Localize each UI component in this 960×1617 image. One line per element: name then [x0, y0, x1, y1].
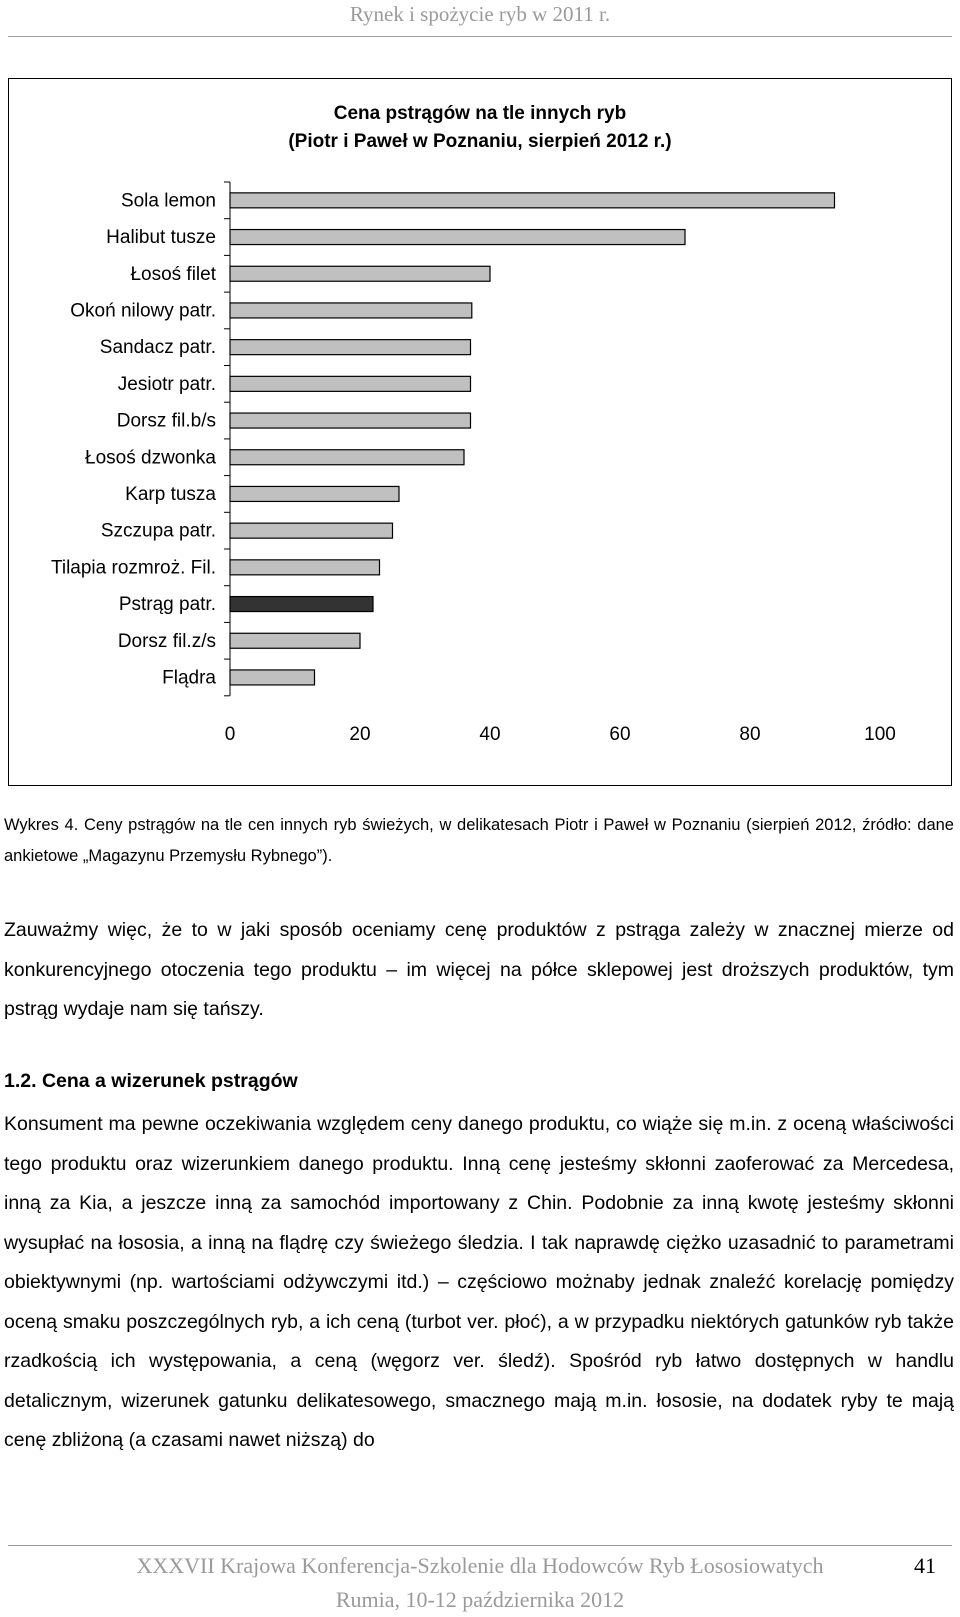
bar — [230, 413, 471, 428]
category-label: Tilapia rozmroż. Fil. — [50, 557, 216, 579]
category-label: Łosoś dzwonka — [85, 447, 216, 469]
x-tick-label: 80 — [739, 723, 761, 745]
category-label: Sola lemon — [120, 190, 216, 212]
category-label: Łosoś filet — [130, 263, 216, 285]
bar — [230, 486, 399, 501]
x-tick-label: 60 — [609, 723, 631, 745]
bar — [230, 230, 685, 245]
bar — [230, 560, 380, 575]
footer-place-date: Rumia, 10-12 października 2012 — [335, 1587, 625, 1612]
category-label: Dorsz fil.z/s — [117, 630, 216, 652]
category-label: Flądra — [162, 667, 216, 689]
category-label: Szczupa patr. — [100, 520, 216, 542]
chart-title: Cena pstrągów na tle innych ryb — [333, 103, 627, 124]
category-label: Jesiotr patr. — [117, 373, 216, 395]
bar — [230, 340, 471, 355]
category-label: Karp tusza — [125, 483, 216, 505]
category-label: Okoń nilowy patr. — [70, 300, 216, 322]
category-label: Halibut tusze — [106, 227, 216, 249]
bar — [230, 670, 315, 685]
figure-caption: Wykres 4. Ceny pstrągów na tle cen innych ryb świeżych, w delikatesach Piotr i Paweł w Poznaniu (sierpień 2012, źródło: dane ankietowe „Magazynu Przemysłu Rybnego”). — [4, 816, 954, 865]
x-tick-label: 40 — [479, 723, 501, 745]
category-label: Pstrąg patr. — [118, 594, 216, 616]
x-tick-label: 0 — [224, 723, 236, 745]
x-tick-label: 100 — [864, 723, 896, 745]
footer-divider — [8, 1545, 952, 1546]
running-header: Rynek i spożycie ryb w 2011 r. — [349, 2, 611, 26]
bar — [230, 376, 471, 391]
bar — [230, 597, 373, 612]
footer-conference: XXXVII Krajowa Konferencja-Szkolenie dla Hodowców Ryb Łososiowatych — [136, 1553, 824, 1578]
bar — [230, 450, 464, 465]
category-label: Dorsz fil.b/s — [116, 410, 216, 432]
body-paragraph-2: Konsument ma pewne oczekiwania względem ceny danego produktu, co wiąże się m.in. z oceną właściwości tego produktu oraz wizerunkiem danego produktu. Inną cenę jesteśmy skłonni zaoferować za Mercedesa, inną za Kia, a jeszcze inną za samochód importowany z Chin. Podobnie za inną kwotę jesteśmy skłonni wysupłać na łososia, a inną na flądrę czy świeżego śledzia. I tak naprawdę ciężko uzasadnić to parametrami obiektywnymi (np. wartościami odżywczymi itd.) – częściowo możnaby jednak znaleźć korelację pomiędzy oceną smaku poszczególnych ryb, a ich ceną (turbot ver. płoć), a w przypadku niektórych gatunków ryb także rzadkością ich występowania, a ceną (węgorz ver. śledź). Spośród ryb łatwo dostępnych w handlu detalicznym, wizerunek gatunku delikatesowego, smacznego mają m.in. łososie, na dodatek ryby te mają cenę zbliżoną (a czasami nawet niższą) do — [4, 1113, 954, 1451]
x-tick-label: 20 — [349, 723, 371, 745]
body-paragraph-1: Zauważmy więc, że to w jaki sposób oceniamy cenę produktów z pstrąga zależy w znacznej mierze od konkurencyjnego otoczenia tego produktu – im więcej na półce sklepowej jest droższych produktów, tym pstrąg wydaje nam się tańszy. — [4, 919, 954, 1020]
section-heading: 1.2. Cena a wizerunek pstrągów — [4, 1070, 298, 1092]
category-label: Sandacz patr. — [99, 337, 216, 359]
bar — [230, 303, 472, 318]
bar — [230, 193, 835, 208]
chart-subtitle: (Piotr i Paweł w Poznaniu, sierpień 2012 r.) — [288, 131, 672, 152]
bar-chart — [0, 0, 960, 790]
page-number: 41 — [914, 1553, 936, 1578]
bar — [230, 266, 490, 281]
bar — [230, 523, 393, 538]
bar — [230, 633, 360, 648]
